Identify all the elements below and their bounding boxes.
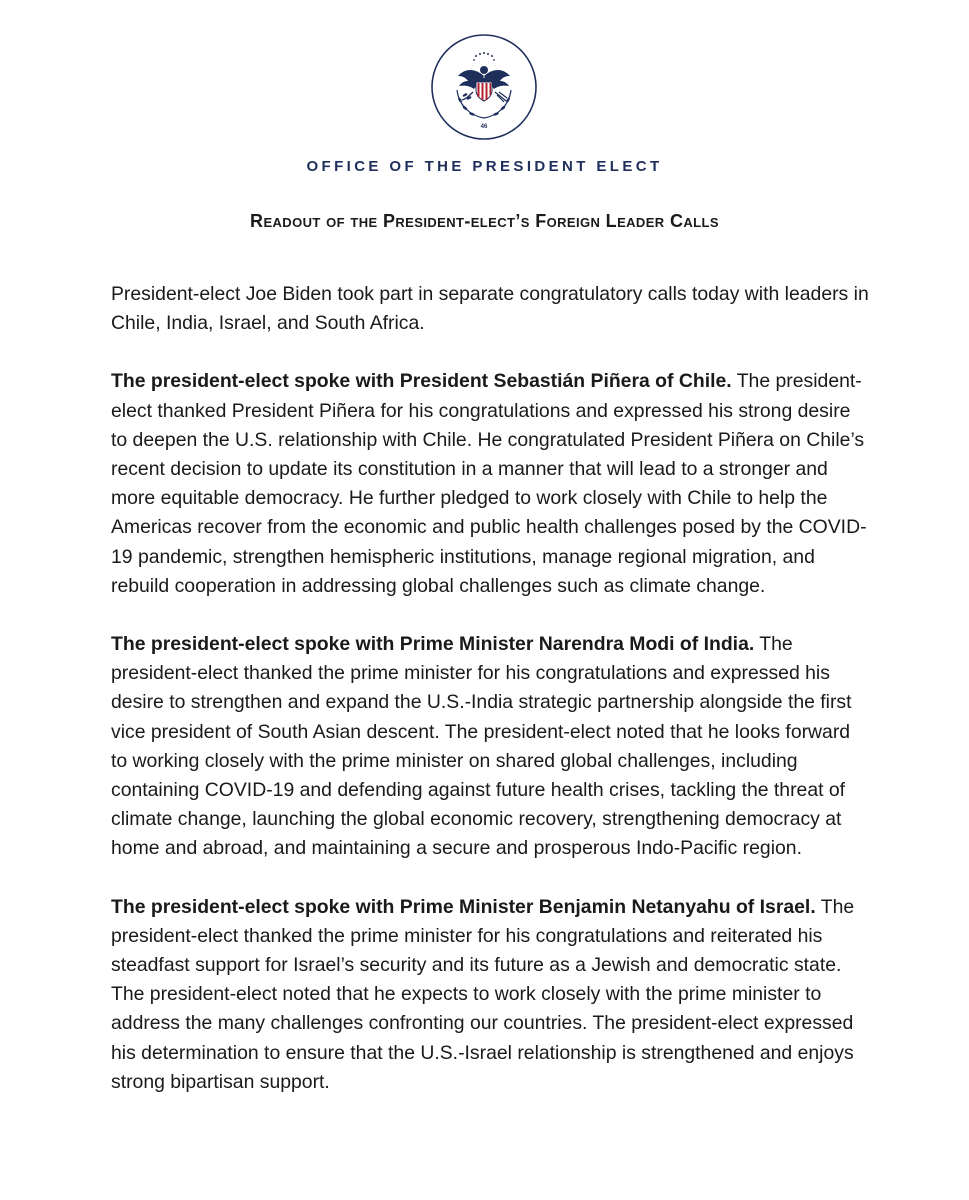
- office-name: OFFICE OF THE PRESIDENT ELECT: [306, 158, 663, 175]
- paragraph-lead-israel: The president-elect spoke with Prime Minister Benjamin Netanyahu of Israel.: [111, 895, 816, 918]
- document-body: [111, 280, 871, 1097]
- paragraph-israel: [111, 893, 871, 1097]
- paragraph-text-israel: The president-elect thanked the prime minister for his congratulations and reiterated his steadfast support for Israel’s security and its future as a Jewish and democratic state. The president-elect noted that he expects to work closely with the prime minister to address the many challenges confronting our countries. The president-elect expressed his determination to ensure that the U.S.-Israel relationship is strengthened and enjoys strong bipartisan support.: [111, 895, 855, 1093]
- paragraph-chile: [111, 367, 871, 601]
- seal-number: 46: [480, 124, 488, 130]
- page-title: Readout of the President-elect’s Foreign Leader Calls: [250, 211, 719, 231]
- paragraph-text-india: The president-elect thanked the prime minister for his congratulations and expressed his desire to strengthen and expand the U.S.-India strategic partnership alongside the first vice president of South Asian descent. The president-elect noted that he looks forward to working closely with the prime minister on shared global challenges, including containing COVID-19 and defending against future health crises, tackling the threat of climate change, launching the global economic recovery, strengthening democracy at home and abroad, and maintaining a secure and prosperous Indo-Pacific region.: [111, 633, 852, 860]
- paragraph-lead-india: The president-elect spoke with Prime Minister Narendra Modi of India.: [111, 633, 755, 656]
- paragraph-lead-chile: The president-elect spoke with President Sebastián Piñera of Chile.: [111, 370, 732, 393]
- intro-paragraph: President-elect Joe Biden took part in separate congratulatory calls today with leaders in Chile, India, Israel, and South Africa.: [111, 283, 869, 335]
- paragraph-india: [111, 630, 871, 864]
- presidential-seal-icon: [429, 32, 539, 142]
- paragraph-text-chile: The president-elect thanked President Piñera for his congratulations and expressed his strong desire to deepen the U.S. relationship with Chile. He congratulated President Piñera on Chile’s recent decision to update its constitution in a manner that will lead to a stronger and more equitable democracy. He further pledged to work closely with Chile to help the Americas recover from the economic and public health challenges posed by the COVID-19 pandemic, strengthen hemispheric institutions, manage regional migration, and rebuild cooperation in addressing global challenges such as climate change.: [111, 370, 867, 597]
